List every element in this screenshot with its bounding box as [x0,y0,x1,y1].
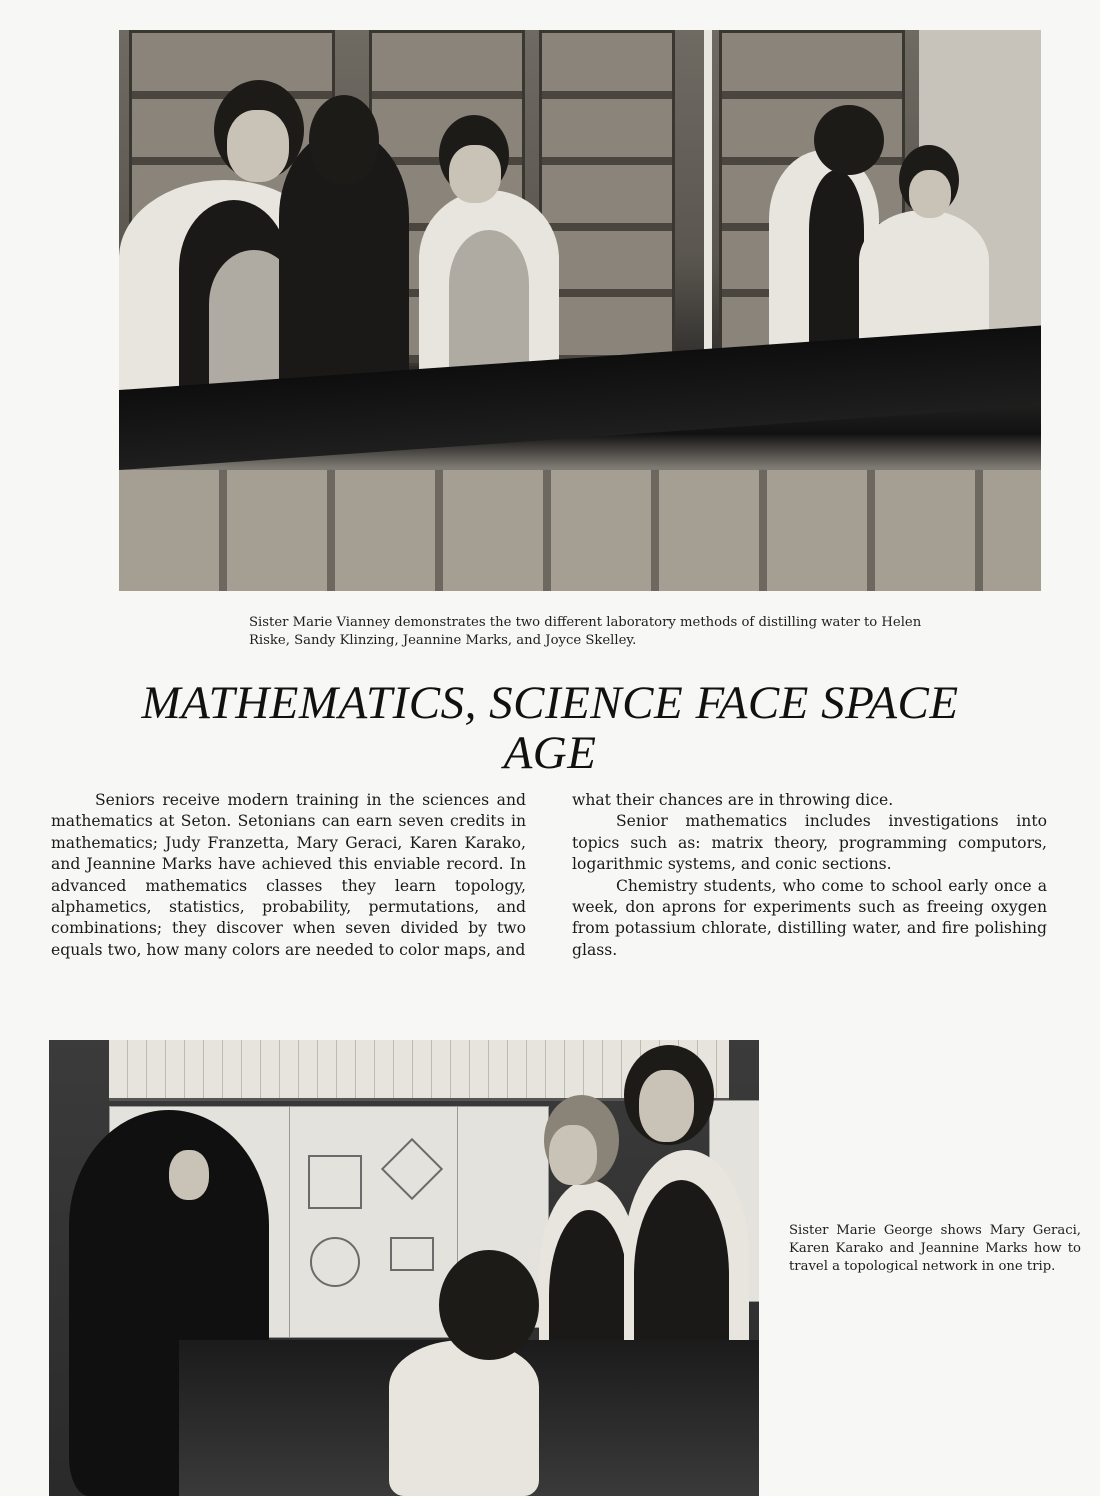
network-diagram [390,1237,434,1271]
bottom-photo-caption: Sister Marie George shows Mary Geraci, Karen Karako and Jeannine Marks how to travel a topological network in one trip. [789,1223,1081,1274]
seated-student [389,1340,539,1496]
network-diagram [381,1138,443,1200]
network-diagram [308,1155,362,1209]
body-paragraph: Seniors receive modern training in the sciences and mathematics at Seton. Setonians can earn seven credits in mathematics; Judy Franzetta, Mary Geraci, Karen Karako, and Jeannine Marks have achieved this enviable record. In advanced mathematics classes they learn topology, alphametics, statistics, probability, permutations, and combinations; they discover when seven divided by two equals two, how many colors are needed to color maps, and [51,791,526,959]
body-paragraph: what their chances are in throwing dice. [572,791,894,809]
body-column-left [51,790,526,961]
network-diagram [310,1237,360,1287]
student-face [227,110,289,182]
body-paragraph: Senior mathematics includes investigations into topics such as: matrix theory, programming computors, logarithmic systems, and conic sections. [572,812,1047,874]
student-face [639,1070,694,1142]
student-face [449,145,501,203]
body-paragraph: Chemistry students, who come to school early once a week, don aprons for experiments such as freeing oxygen from potassium chlorate, distilling water, and fire polishing glass. [572,876,1047,959]
student-face [909,170,951,218]
lab-pipe [704,30,712,360]
student-face [549,1125,597,1185]
lab-bench-cabinets [119,470,1041,591]
lab-cabinet [539,30,675,366]
lab-photo [119,30,1041,591]
student-hair [814,105,884,175]
math-class-photo [49,1040,759,1496]
teacher-veil [309,95,379,185]
top-photo-caption: Sister Marie Vianney demonstrates the two different laboratory methods of distilling water to Helen Riske, Sandy Klinzing, Jeannine Marks, and Joyce Skelley. [249,615,922,648]
seated-student-hair [439,1250,539,1360]
page-headline: MATHEMATICS, SCIENCE FACE SPACE AGE [141,677,959,779]
traveling-networks-chart [289,1106,459,1338]
body-column-right [572,790,1047,961]
teacher-face [169,1150,209,1200]
